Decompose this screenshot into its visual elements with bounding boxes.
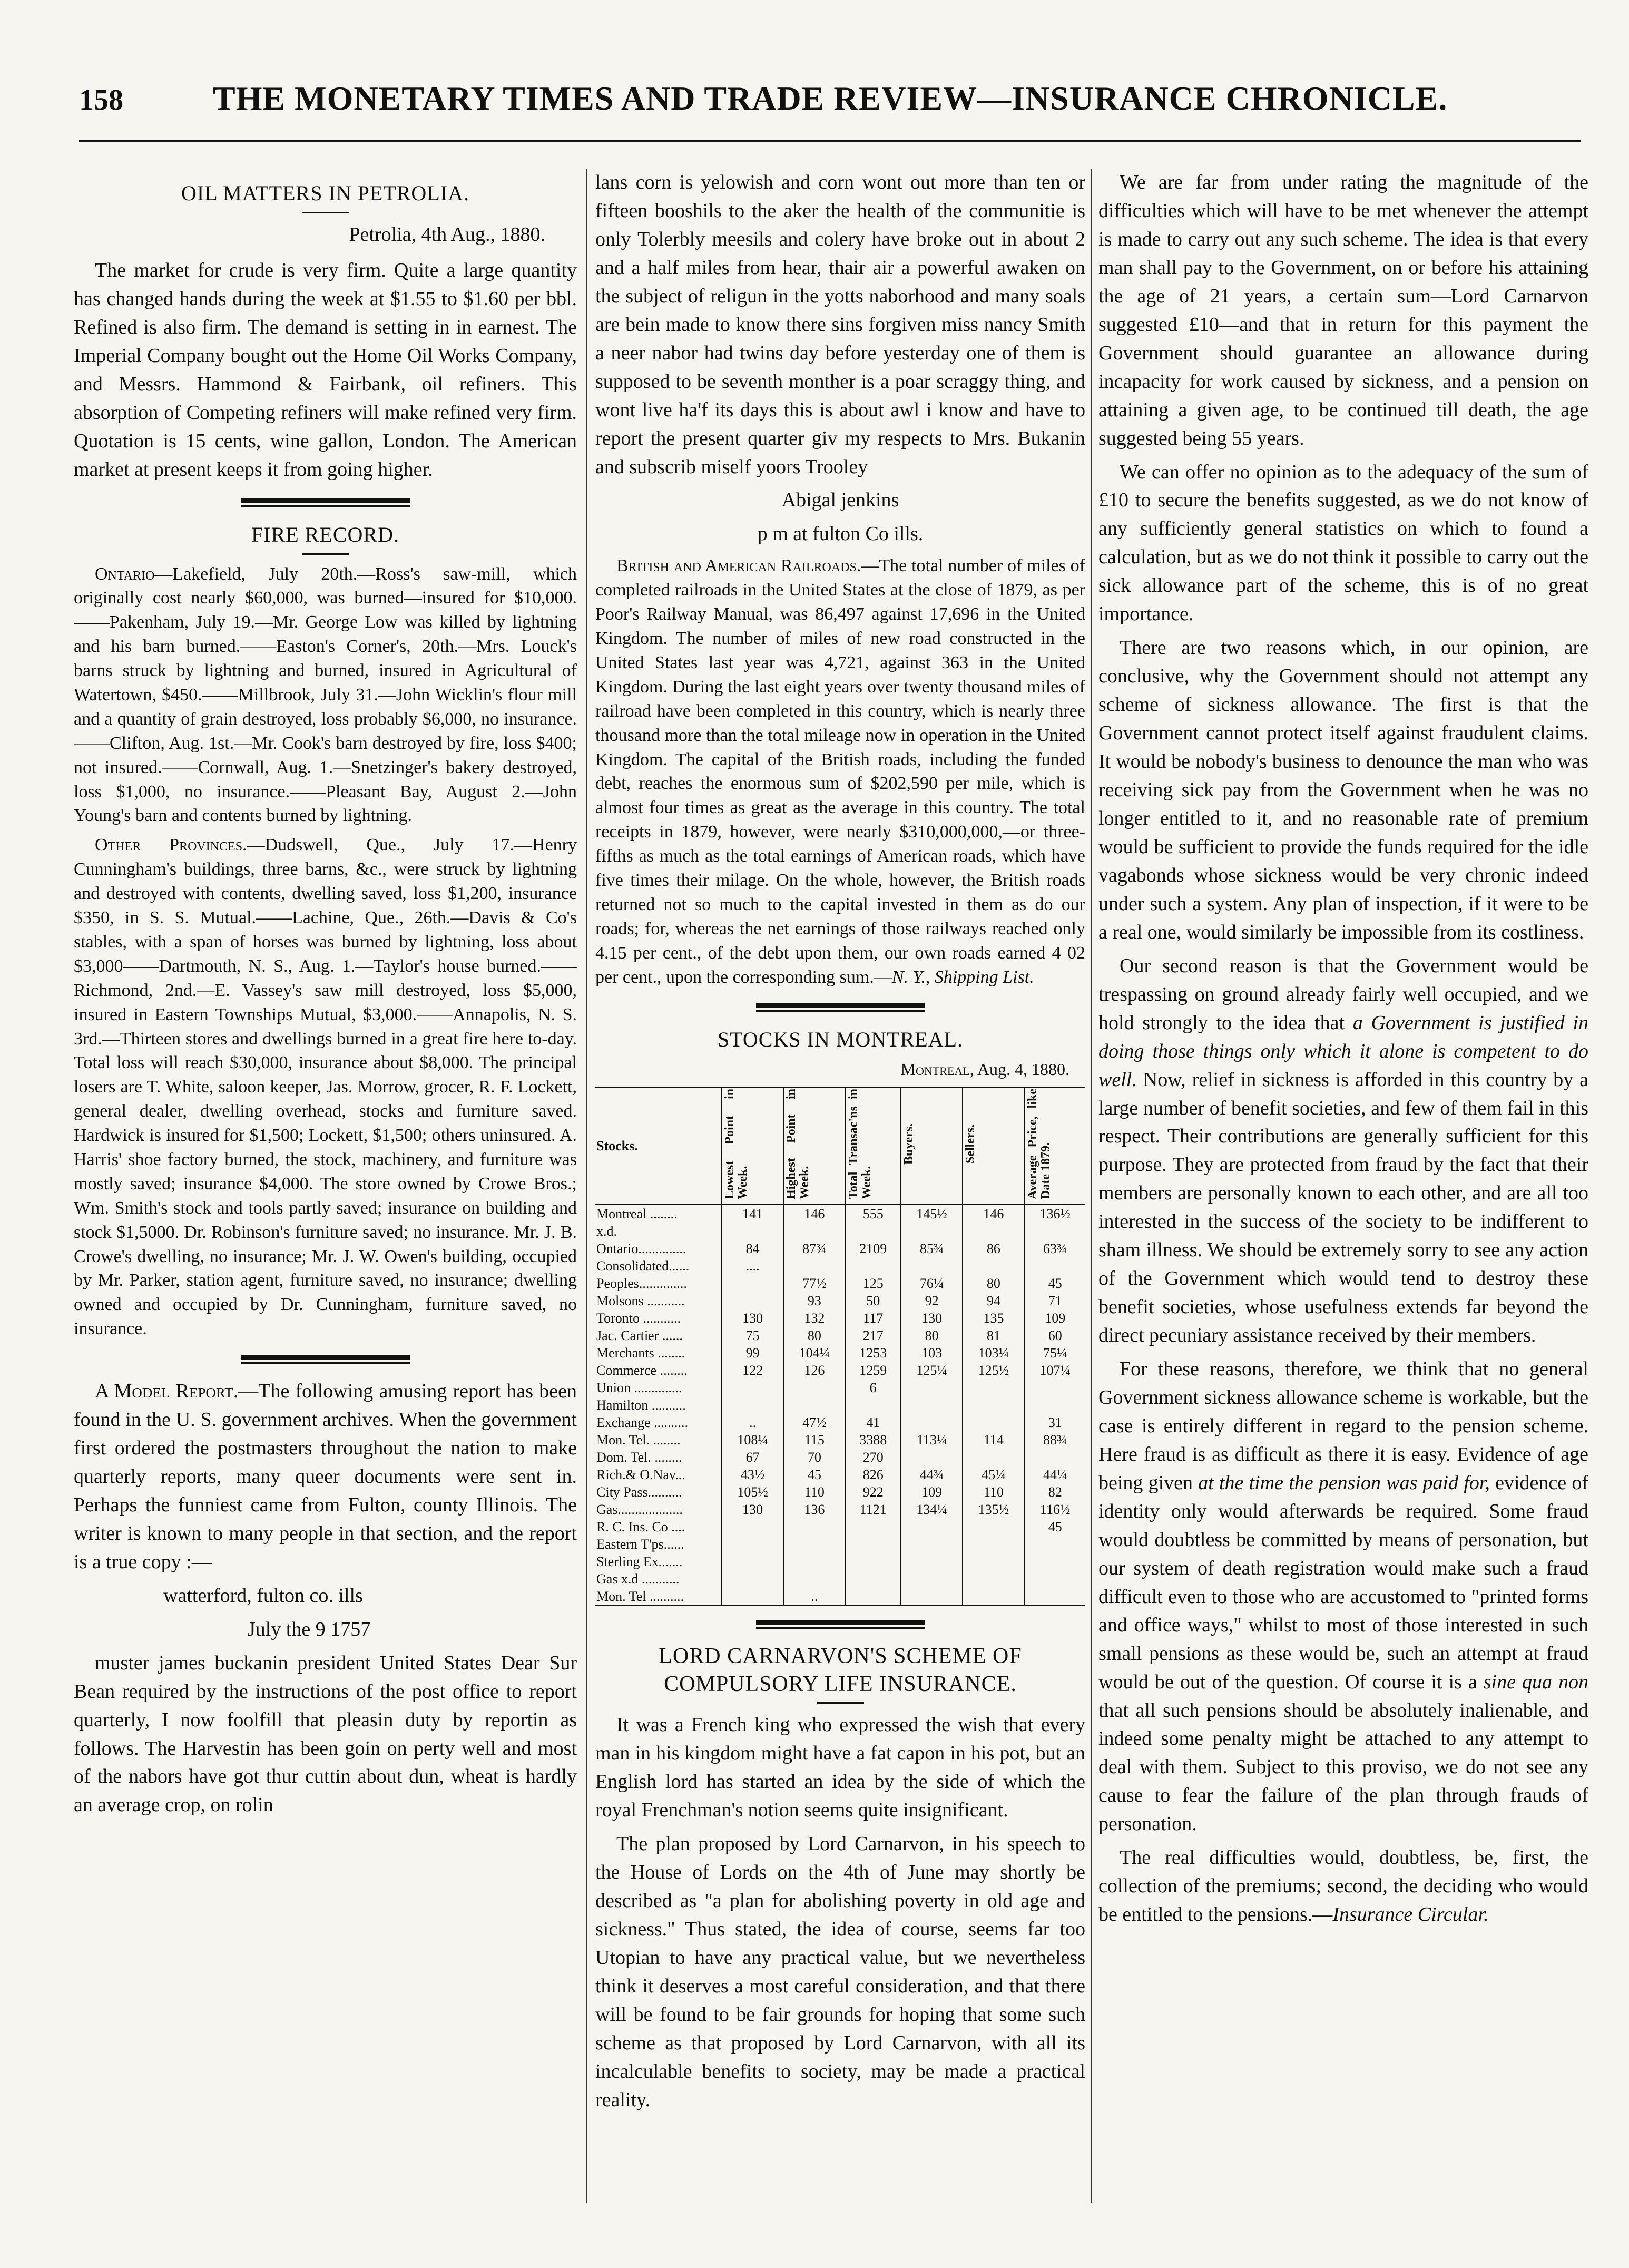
stocks-table (595, 1087, 1085, 1607)
stock-value-cell: 45 (1048, 1519, 1062, 1535)
stock-value-cell: 125¼ (901, 1362, 963, 1379)
stock-value-cell: 92 (901, 1292, 963, 1309)
stock-value-cell (846, 1553, 901, 1570)
stock-value-cell: 6 (846, 1379, 901, 1396)
railroads-label: British and American Railroads. (616, 556, 861, 576)
column-1 (74, 169, 577, 2213)
stock-value-cell: 115 (783, 1431, 845, 1449)
stocks-table-body (595, 1205, 1085, 1606)
carnarvon-p6-text-b: Now, relief in sickness is afforded in this country by a large number of benefit societies, and few of them fail in this respect. Their contributions are generally sufficient for this purpose. They are protected from fraud by the fact that their members are personally known to each other, and are all too interested in the success of the society to be indifferent to sham illness. We should be extremely sorry to see any action of the Government which would tend to destroy these benefit societies, whose usefulness extends far beyond the direct pecuniary assistance received by their members. (1098, 1068, 1588, 1347)
stock-value-cell: 105½ (722, 1483, 783, 1501)
stock-name-cell: Hamilton .......... (595, 1396, 722, 1414)
stock-value-cell: 80 (901, 1327, 963, 1344)
stocks-row (595, 1240, 1085, 1257)
stock-value-cell: 134¼ (901, 1501, 963, 1518)
stock-value-cell: 146 (783, 1205, 845, 1223)
stock-value-cell (901, 1588, 963, 1606)
stocks-col-header (963, 1087, 1024, 1205)
section-divider (241, 1355, 410, 1364)
fire-provinces-text: —Dudswell, Que., July 17.—Henry Cunningham's buildings, three barns, &c., were struck by lightning and destroyed with contents, dwelling saved, loss $1,200, insurance $350, in S. S. Mutual.——Lachine, Que., 26th.—Davis & Co's stables, with a span of horses was burned by lightning, loss about $3,000——Dartmouth, N. S., Aug. 1.—Taylor's house burned.——Richmond, 2nd.—E. Vassey's saw mill destroyed, loss $5,000, insured in Eastern Townships Mutual, $3,000.——Annapolis, N. S. 3rd.—Thirteen stores and dwellings burned in a great fire here to-day. Total loss will reach $30,000, insurance about $8,000. The principal losers are T. White, saloon keeper, Jas. Morrow, grocer, R. F. Lockett, general dealer, dwelling overhead, stocks and furniture saved. Hardwick is insured for $1,500; Lockett, $1,500; others uninsured. A. Harris' shoe factory burned, the stock, machinery, and furniture was mostly saved; insurance $4,000. The store owned by Crowe Bros.; Wm. Smith's stock and tools partly saved; insurance on building and stock $1,5000. Dr. Robinson's furniture saved; no insurance. Mr. J. B. Crowe's dwelling, no insurance; Mr. J. W. Owen's building, occupied by Mr. Parker, station agent, furniture saved, no insurance; dwelling owned and occupied by Dr. Cunningham, furniture saved, no insurance. (74, 835, 577, 1339)
letter-signature-place: p m at fulton Co ills. (757, 523, 924, 545)
stock-value-cell (783, 1570, 845, 1588)
stock-value-cell (901, 1518, 963, 1536)
oil-matters-article (74, 179, 577, 484)
carnarvon-p7-italic: at the time the pension was paid for, (1198, 1471, 1490, 1494)
stock-value-cell (963, 1536, 1024, 1553)
stocks-row (595, 1588, 1085, 1606)
stock-value-cell (722, 1379, 783, 1396)
stock-value-cell (901, 1536, 963, 1553)
stocks-col-header-text: Highest Point in Week. (784, 1088, 812, 1199)
stocks-col-header (846, 1087, 901, 1205)
model-report-intro-text: —The following amusing report has been found in the U. S. government archives. When the government first ordered the postmasters throughout the nation to make quarterly reports, many queer documents were sent in. Perhaps the funniest came from Fulton, county Illinois. The writer is known to many people in that section, and the report is a true copy :— (74, 1380, 577, 1573)
stock-value-cell: 94 (963, 1292, 1024, 1309)
stock-value-cell (846, 1223, 901, 1240)
stocks-row (595, 1570, 1085, 1588)
fire-record-article (74, 521, 577, 1342)
stock-value-cell: 85¾ (901, 1240, 963, 1257)
stock-value-cell (901, 1379, 963, 1396)
carnarvon-source: Insurance Circular. (1332, 1903, 1489, 1926)
stock-value-cell: 922 (846, 1483, 901, 1501)
letter-text-part1: muster james buckanin president United States Dear Sur Bean required by the instructions of the post office to report quarterly, I now foolfill that pleasin duty by reportin as follows. The Harvestin has been goin on perty well and most of the nabors have got thur cuttin about dun, wheat is hardly an average crop, on rolin (74, 1651, 577, 1816)
stock-value-cell (783, 1518, 845, 1536)
stock-value-cell: 110 (783, 1483, 845, 1501)
stock-value-cell (963, 1588, 1024, 1606)
stock-name-cell: Ontario.............. (595, 1240, 722, 1257)
railroads-paragraph (595, 554, 1085, 989)
stock-value-cell: 82 (1048, 1484, 1062, 1500)
stock-value-cell (1025, 1588, 1085, 1606)
stock-value-cell (963, 1379, 1024, 1396)
stocks-row (595, 1466, 1085, 1483)
stock-name-cell: Merchants ........ (595, 1344, 722, 1362)
stock-value-cell (722, 1588, 783, 1606)
stock-value-cell: 122 (722, 1362, 783, 1379)
stock-value-cell (846, 1257, 901, 1275)
stock-name-cell: Jac. Cartier ...... (595, 1327, 722, 1344)
stock-value-cell: 107¼ (1039, 1363, 1071, 1379)
stocks-row (595, 1483, 1085, 1501)
stocks-row (595, 1327, 1085, 1344)
stock-value-cell: 75 (722, 1327, 783, 1344)
stock-value-cell (846, 1570, 901, 1588)
stock-value-cell: 217 (846, 1327, 901, 1344)
stock-name-cell: Union .............. (595, 1379, 722, 1396)
stocks-header-row (595, 1087, 1085, 1205)
stock-value-cell: 93 (783, 1292, 845, 1309)
stock-value-cell: 555 (846, 1205, 901, 1223)
model-report-label: A Model Report. (95, 1380, 239, 1403)
stock-value-cell (722, 1223, 783, 1240)
stock-value-cell (1025, 1257, 1085, 1275)
stock-value-cell (963, 1449, 1024, 1466)
stock-value-cell (963, 1223, 1024, 1240)
stock-value-cell: 135 (963, 1309, 1024, 1327)
stock-value-cell (1025, 1570, 1085, 1588)
stock-value-cell: 108¼ (722, 1431, 783, 1449)
column-rule-2 (1091, 169, 1092, 2203)
stocks-row (595, 1257, 1085, 1275)
carnarvon-p7-italic-2: sine qua non (1483, 1670, 1588, 1693)
stock-value-cell: 130 (722, 1501, 783, 1518)
carnarvon-article (595, 1643, 1085, 2114)
fire-ontario-text: —Lakefield, July 20th.—Ross's saw-mill, which originally cost nearly $60,000, was burned—insured for $10,000.——Pakenham, July 19.—Mr. George Low was killed by lightning and his barn burned.——Easton's Corner's, 20th.—Mrs. Louck's barns struck by lightning and burned, insured in Agricultural of Watertown, $450.——Millbrook, July 31.—John Wicklin's flour mill and a quantity of grain destroyed, loss probably $6,000, no insurance.——Clifton, Aug. 1st.—Mr. Cook's barn destroyed by fire, loss $400; not insured.——Cornwall, Aug. 1.—Snetzinger's bakery destroyed, loss $1,000, no insurance.——Pleasant Bay, August 2.—John Young's barn and contents burned by lightning. (74, 564, 577, 826)
stock-value-cell (901, 1570, 963, 1588)
stock-value-cell (846, 1518, 901, 1536)
stock-value-cell: 70 (783, 1449, 845, 1466)
stocks-row (595, 1309, 1085, 1327)
stock-value-cell (846, 1536, 901, 1553)
stock-value-cell: 31 (1048, 1415, 1062, 1431)
stock-value-cell: 45¼ (963, 1466, 1024, 1483)
stock-value-cell: 50 (846, 1292, 901, 1309)
stock-value-cell (963, 1257, 1024, 1275)
stock-value-cell: 103¼ (963, 1344, 1024, 1362)
oil-body: The market for crude is very firm. Quite a large quantity has changed hands during the week at $1.55 to $1.60 per bbl. Refined is also firm. The demand is setting in in earnest. The Imperial Company bought out the Home Oil Works Company, and Messrs. Hammond & Fairbank, oil refiners. This absorption of Competing refiners will make refined very firm. Quotation is 15 cents, wine gallon, London. The American market at present keeps it from going higher. (74, 259, 577, 481)
stock-value-cell: 99 (722, 1344, 783, 1362)
stock-value-cell (722, 1536, 783, 1553)
stock-name-cell: Sterling Ex....... (595, 1553, 722, 1570)
stock-name-cell: Molsons ........... (595, 1292, 722, 1309)
stocks-date (595, 1058, 1069, 1081)
stock-value-cell: 104¼ (783, 1344, 845, 1362)
page-header (79, 79, 1575, 137)
publication-title: THE MONETARY TIMES AND TRADE REVIEW—INSURANCE CHRONICLE. (213, 80, 1448, 117)
heading-rule (817, 1702, 864, 1704)
carnarvon-p6-text-a: Our second reason is that the Government would be trespassing on ground already fairly well occupied, and we hold strongly to the idea that (1098, 954, 1588, 1034)
stocks-col-header (901, 1087, 963, 1205)
stocks-col-header-text: Average Price, like Date 1879. (1025, 1088, 1053, 1199)
section-divider (756, 1620, 925, 1629)
header-rule (79, 140, 1581, 142)
stock-value-cell: 45 (1048, 1276, 1062, 1292)
stock-value-cell: 43½ (722, 1466, 783, 1483)
stock-value-cell: 60 (1048, 1328, 1062, 1344)
stocks-date-text: , Aug. 4, 1880. (969, 1060, 1069, 1079)
stock-value-cell: 110 (963, 1483, 1024, 1501)
letter-text-part2: lans corn is yelowish and corn wont out more than ten or fifteen booshils to the aker the health of the communitie is only Tolerbly meesils and colery have broke out in about 2 and a half miles from hear, thair air a powerful awaken on the subject of religun in the yotts naborhood and many soals are bein made to know there sins forgiven miss nancy Smith a neer nabor had twins day before yesterday one of them is supposed to be seventh monther is a poar scraggy thing, and wont live ha'f its days this is about awl i know and have to report the present quarter giv my respects to Mrs. Bukanin and subscrib miself yoors Trooley (595, 171, 1085, 478)
stock-value-cell: 113¼ (901, 1431, 963, 1449)
page-number: 158 (79, 84, 123, 116)
stock-value-cell: 146 (963, 1205, 1024, 1223)
stocks-col-header-text: Total Transac'ns in Week. (846, 1088, 874, 1199)
stock-name-cell: Montreal ........ (595, 1205, 722, 1223)
stock-value-cell: 80 (783, 1327, 845, 1344)
oil-matters-heading: OIL MATTERS IN PETROLIA. (181, 181, 469, 205)
stock-value-cell: 45 (783, 1466, 845, 1483)
stocks-date-label: Montreal (900, 1060, 970, 1079)
stock-value-cell (963, 1570, 1024, 1588)
stock-value-cell: 132 (783, 1309, 845, 1327)
stock-value-cell: 135½ (963, 1501, 1024, 1518)
stock-value-cell (1025, 1379, 1085, 1396)
column-3 (1098, 169, 1588, 2213)
stock-value-cell (1025, 1536, 1085, 1553)
stock-name-cell: Gas................... (595, 1501, 722, 1518)
stocks-col-header: Stocks. (595, 1087, 722, 1205)
stock-value-cell (722, 1570, 783, 1588)
carnarvon-paragraph-3: We are far from under rating the magnitude of the difficulties which will have to be met whenever the attempt is made to carry out any such scheme. The idea is that every man shall pay to the Government, on or before his attaining the age of 21 years, a certain sum—Lord Carnarvon suggested £10—and that in return for this payment the Government should guarantee an allowance during incapacity for work caused by sickness, and a pension on attaining a given age, to be continued till death, the age suggested being 55 years. (1098, 171, 1588, 449)
stocks-heading: STOCKS IN MONTREAL. (717, 1028, 964, 1052)
stocks-col-header-text: Lowest Point in Week. (723, 1088, 750, 1199)
stock-name-cell: x.d. (595, 1223, 722, 1240)
stocks-row (595, 1362, 1085, 1379)
letter-signature: Abigal jenkins (781, 489, 899, 512)
stocks-col-header-text: Sellers. (964, 1124, 978, 1164)
letter-place: watterford, fulton co. ills (163, 1584, 363, 1607)
carnarvon-p6-italic: a Government is justified in doing those things only which it alone is competent to do well. (1098, 1011, 1588, 1091)
stock-value-cell: 125½ (963, 1362, 1024, 1379)
stocks-row (595, 1431, 1085, 1449)
stock-value-cell: 84 (722, 1240, 783, 1257)
stock-value-cell: 47½ (783, 1414, 845, 1431)
stock-value-cell: 103 (901, 1344, 963, 1362)
stock-value-cell: 80 (963, 1275, 1024, 1292)
stock-value-cell (1025, 1396, 1085, 1414)
stocks-row (595, 1414, 1085, 1431)
stock-value-cell: 3388 (846, 1431, 901, 1449)
railroads-text: —The total number of miles of completed railroads in the United States at the close of 1879, as per Poor's Railway Manual, was 86,497 against 17,696 in the United Kingdom. The number of miles of new road constructed in the United States last year was 4,721, against 363 in the United Kingdom. During the last eight years over twenty thousand miles of railroad have been completed in this country, which is nearly three thousand more than the total mileage now in operation in the United Kingdom. The capital of the British roads, including the funded debt, reaches the enormous sum of $202,590 per mile, which is almost four times as great as the average in this country. The total receipts in 1879, however, were nearly $310,000,000,—or three-fifths as much as the total earnings of American roads, which have five times their milage. On the whole, however, the British roads returned not so much to the capital invested in them as do our roads; for, whereas the net earnings of those railways reached only 4.15 per cent., of the debt upon them, our own roads earned 4 02 per cent., upon the corresponding sum.— (595, 556, 1085, 987)
stock-value-cell: 75¼ (1043, 1345, 1067, 1361)
stock-value-cell: .. (783, 1588, 845, 1606)
fire-provinces-paragraph (74, 833, 577, 1341)
stock-name-cell: Peoples.............. (595, 1275, 722, 1292)
model-report-intro (74, 1377, 577, 1577)
stock-value-cell: 88¾ (1043, 1432, 1067, 1448)
stocks-row (595, 1553, 1085, 1570)
railroads-article (595, 554, 1085, 989)
stock-value-cell: 86 (963, 1240, 1024, 1257)
stock-value-cell: 136½ (1039, 1206, 1071, 1222)
letter-date: July the 9 1757 (248, 1618, 371, 1640)
stocks-col-header-text: Buyers. (901, 1123, 916, 1165)
stocks-col-header (1025, 1087, 1085, 1205)
stock-value-cell: 114 (963, 1431, 1024, 1449)
railroads-source: N. Y., Shipping List. (891, 967, 1034, 987)
stock-name-cell: Rich.& O.Nav... (595, 1466, 722, 1483)
carnarvon-paragraph-6 (1098, 952, 1588, 1350)
stock-name-cell: City Pass.......... (595, 1483, 722, 1501)
carnarvon-p7-text-b: evidence of identity only would afterwards be required. Some fraud would doubtless be committed by means of personation, but our system of death registration would make such a fraud difficult even to those who are accustomed to "printed forms and office ways," whilst to most of those interested in such small pensions as these would be, such an attempt at fraud would be out of the question. Of course it is a (1098, 1471, 1588, 1693)
stock-value-cell: 1259 (846, 1362, 901, 1379)
fire-record-heading: FIRE RECORD. (251, 522, 399, 546)
stock-value-cell: 826 (846, 1466, 901, 1483)
stock-value-cell: 116½ (1039, 1502, 1071, 1518)
stock-value-cell (846, 1588, 901, 1606)
stock-value-cell: 44¼ (1043, 1467, 1067, 1483)
stock-value-cell: 126 (783, 1362, 845, 1379)
stocks-row (595, 1518, 1085, 1536)
stocks-row (595, 1275, 1085, 1292)
column-rule-1 (586, 169, 587, 2203)
stock-value-cell: 63¾ (1043, 1241, 1067, 1257)
stock-name-cell: R. C. Ins. Co .... (595, 1518, 722, 1536)
stock-value-cell (963, 1553, 1024, 1570)
stock-value-cell (963, 1396, 1024, 1414)
stocks-row (595, 1449, 1085, 1466)
stock-value-cell (1025, 1449, 1085, 1466)
stock-value-cell (722, 1518, 783, 1536)
stock-value-cell: 117 (846, 1309, 901, 1327)
stocks-col-header (783, 1087, 845, 1205)
stock-value-cell (901, 1449, 963, 1466)
stock-name-cell: Dom. Tel. ........ (595, 1449, 722, 1466)
stock-value-cell: 1253 (846, 1344, 901, 1362)
stock-value-cell (901, 1396, 963, 1414)
stock-value-cell: 130 (901, 1309, 963, 1327)
stocks-row (595, 1396, 1085, 1414)
carnarvon-p7-text-a: For these reasons, therefore, we think that no general Government sickness allowance scheme is workable, but the case is entirely different in regard to the pension scheme. Here fraud is as difficult as there it is easy. Evidence of age being given (1098, 1358, 1588, 1494)
stock-name-cell: Consolidated...... (595, 1257, 722, 1275)
stock-value-cell: 130 (722, 1309, 783, 1327)
stocks-in-montreal (595, 1025, 1085, 1606)
stocks-row (595, 1292, 1085, 1309)
stock-name-cell: Mon. Tel .......... (595, 1588, 722, 1606)
stock-name-cell: Toronto ........... (595, 1309, 722, 1327)
stock-value-cell (1025, 1223, 1085, 1240)
column-2 (595, 169, 1085, 2213)
stocks-row (595, 1344, 1085, 1362)
stock-name-cell: Eastern T'ps...... (595, 1536, 722, 1553)
carnarvon-paragraph-7 (1098, 1355, 1588, 1839)
stock-value-cell: 109 (901, 1483, 963, 1501)
heading-rule (302, 553, 349, 555)
stock-value-cell (722, 1292, 783, 1309)
stock-name-cell: Mon. Tel. ........ (595, 1431, 722, 1449)
carnarvon-paragraph-8 (1098, 1844, 1588, 1929)
stock-name-cell: Exchange .......... (595, 1414, 722, 1431)
carnarvon-paragraph-5: There are two reasons which, in our opinion, are conclusive, why the Government should not attempt any scheme of sickness allowance. The first is that the Government cannot protect itself against fraudulent claims. It would be nobody's business to denounce the man who was receiving sick pay from the Government when he was no longer entitled to it, and no reasonable rate of premium would be sufficient to provide the funds required for the idle vagabonds whose sickness would be very chronic indeed under such a system. Any plan of inspection, if it were to be a real one, would similarly be impossible from its costliness. (1098, 637, 1588, 943)
stock-value-cell (722, 1396, 783, 1414)
carnarvon-paragraph-2: The plan proposed by Lord Carnarvon, in his speech to the House of Lords on the 4th of June may shortly be described as "a plan for abolishing poverty in old age and sickness." Thus stated, the idea of course, seems far too Utopian to have any practical value, but we nevertheless think it deserves a most careful consideration, and that there will be found to be fair grounds for hoping that some such scheme as that proposed by Lord Carnarvon, with all its incalculable benefits to society, may be made a practical reality. (595, 1833, 1085, 2111)
stock-value-cell (722, 1553, 783, 1570)
section-divider (241, 498, 410, 507)
oil-dateline: Petrolia, 4th Aug., 1880. (349, 223, 545, 246)
stock-value-cell (783, 1396, 845, 1414)
stock-name-cell: Commerce ........ (595, 1362, 722, 1379)
carnarvon-paragraph-4: We can offer no opinion as to the adequacy of the sum of £10 to secure the benefits suggested, as we do not know of any sufficiently general statistics on which to found a calculation, but as we do not think it possible to carry out the sick allowance part of the scheme, this is of no great importance. (1098, 461, 1588, 625)
stock-value-cell (901, 1414, 963, 1431)
stock-value-cell: 141 (722, 1205, 783, 1223)
stock-value-cell: 67 (722, 1449, 783, 1466)
stock-value-cell: .. (722, 1414, 783, 1431)
stock-value-cell (783, 1223, 845, 1240)
stocks-row (595, 1379, 1085, 1396)
stock-value-cell: 270 (846, 1449, 901, 1466)
section-divider (756, 1003, 925, 1012)
stock-value-cell: 2109 (846, 1240, 901, 1257)
fire-ontario-paragraph (74, 562, 577, 828)
stock-value-cell (1025, 1553, 1085, 1570)
stocks-row (595, 1501, 1085, 1518)
carnarvon-p8-text: The real difficulties would, doubtless, be, first, the collection of the premiums; second, the deciding who would be entitled to the pensions.— (1098, 1846, 1588, 1926)
stock-value-cell: 136 (783, 1501, 845, 1518)
stock-value-cell (783, 1379, 845, 1396)
stock-value-cell: 109 (1045, 1311, 1066, 1326)
stock-value-cell: 41 (846, 1414, 901, 1431)
stock-value-cell: 1121 (846, 1501, 901, 1518)
carnarvon-paragraph-1: It was a French king who expressed the wish that every man in his kingdom might have a fat capon in his pot, but an English lord has started an idea by the side of which the royal Frenchman's notion seems quite insignificant. (595, 1714, 1085, 1822)
stock-name-cell: Gas x.d ........... (595, 1570, 722, 1588)
stock-value-cell: .... (722, 1257, 783, 1275)
stock-value-cell (783, 1536, 845, 1553)
stock-value-cell (783, 1553, 845, 1570)
stock-value-cell (963, 1414, 1024, 1431)
stock-value-cell: 44¾ (901, 1466, 963, 1483)
stocks-row (595, 1223, 1085, 1240)
carnarvon-p7-text-c: that all such pensions should be absolutely inalienable, and indeed some penalty might be attached to any attempt to deal with them. Subject to this proviso, we do not see any cause to fear the failure of the plan through frauds of personation. (1098, 1699, 1588, 1835)
stock-value-cell: 125 (846, 1275, 901, 1292)
stock-value-cell (963, 1518, 1024, 1536)
fire-ontario-label: Ontario (95, 564, 155, 584)
heading-rule (302, 212, 349, 213)
stocks-row (595, 1205, 1085, 1223)
model-report-article (74, 1377, 577, 1820)
stock-value-cell (722, 1275, 783, 1292)
stock-value-cell: 71 (1048, 1293, 1062, 1309)
stock-value-cell (783, 1257, 845, 1275)
stock-value-cell: 87¾ (783, 1240, 845, 1257)
stock-value-cell (901, 1257, 963, 1275)
carnarvon-heading: LORD CARNARVON'S SCHEME OF COMPULSORY LIFE INSURANCE. (659, 1644, 1022, 1696)
stock-value-cell: 77½ (783, 1275, 845, 1292)
stock-value-cell (901, 1223, 963, 1240)
stock-value-cell: 145½ (901, 1205, 963, 1223)
stock-value-cell: 76¼ (901, 1275, 963, 1292)
fire-provinces-label: Other Provinces. (95, 835, 247, 855)
stock-value-cell (846, 1396, 901, 1414)
stocks-row (595, 1536, 1085, 1553)
stock-value-cell: 81 (963, 1327, 1024, 1344)
stock-value-cell (901, 1553, 963, 1570)
stocks-col-header (722, 1087, 783, 1205)
